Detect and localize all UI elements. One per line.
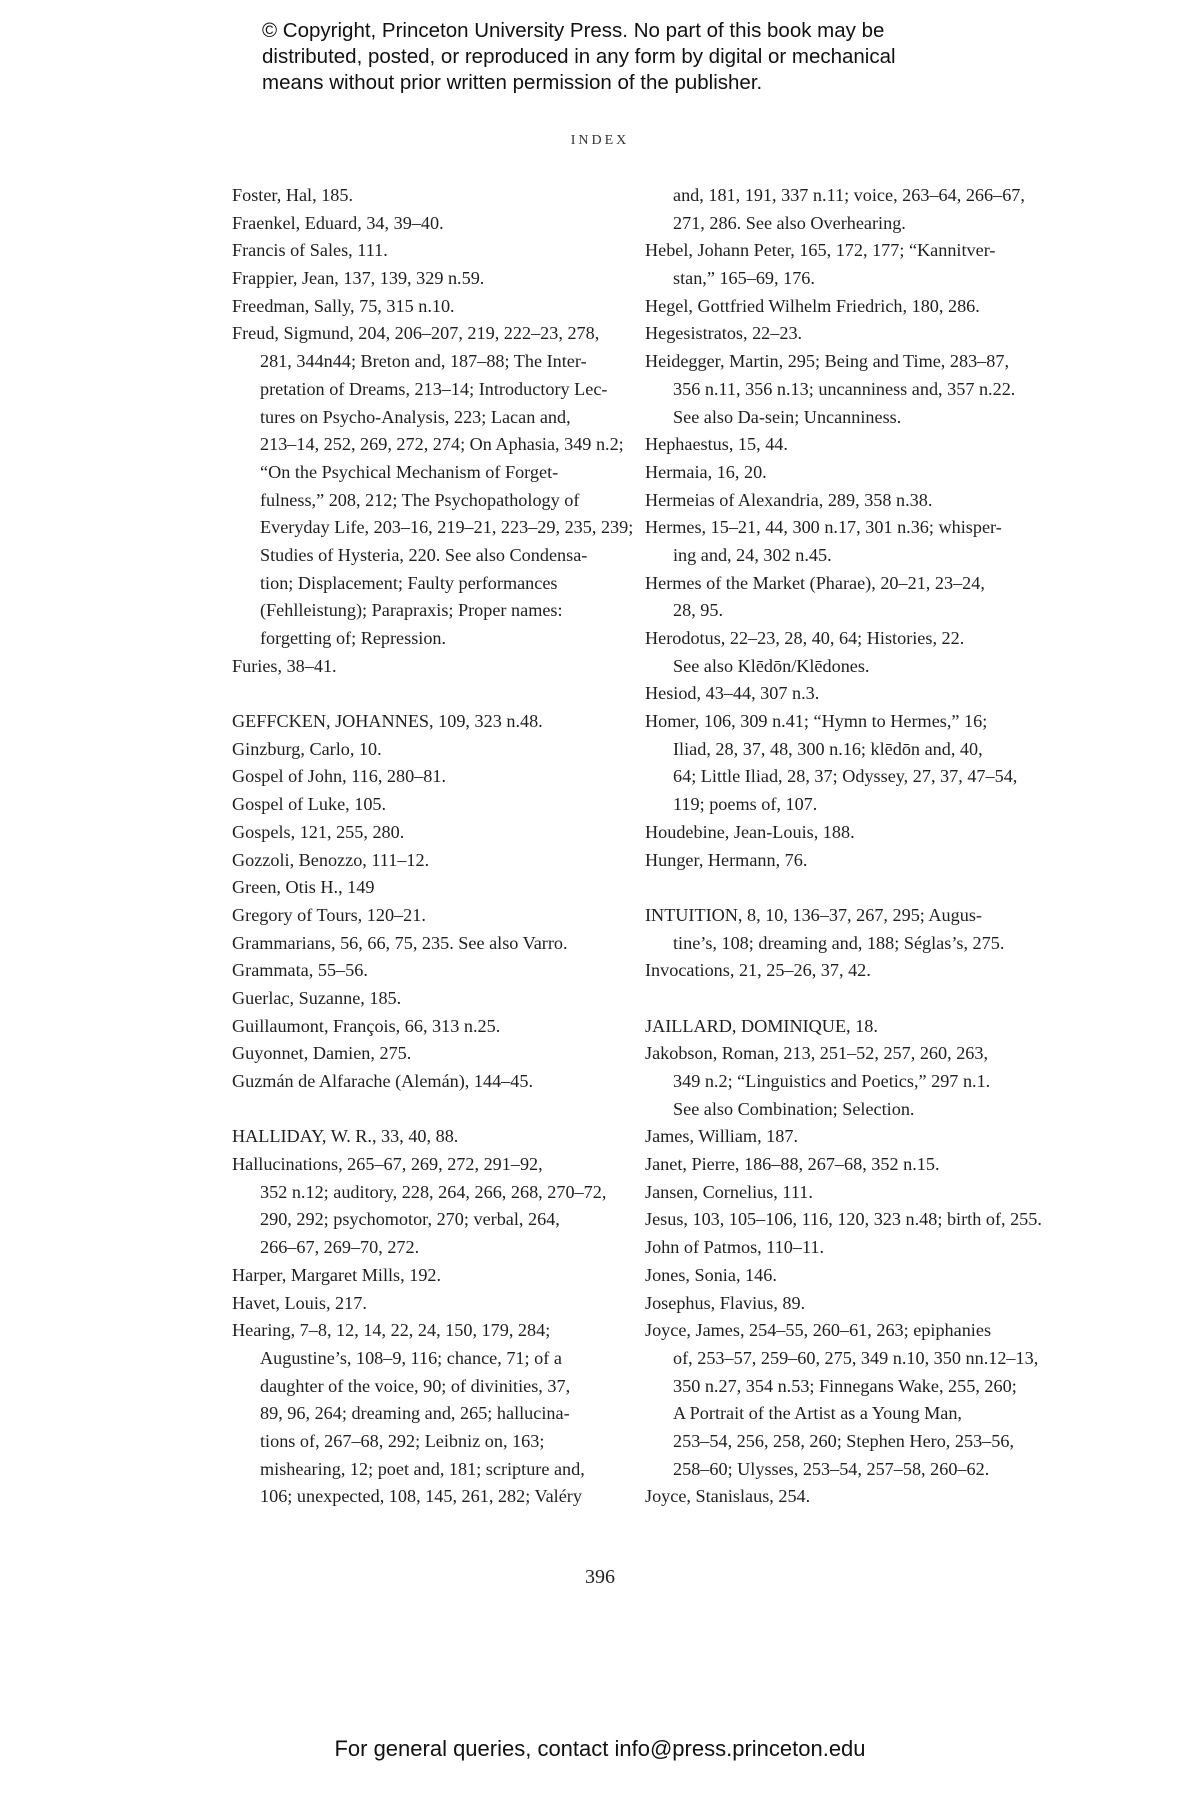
index-column-right	[645, 182, 1040, 1511]
index-entry-line: Hermeias of Alexandria, 289, 358 n.38.	[645, 489, 933, 510]
index-entry-line: 352 n.12; auditory, 228, 264, 266, 268, 270–72,	[260, 1181, 607, 1202]
index-entry	[645, 819, 1040, 847]
index-entry-line: 213–14, 252, 269, 272, 274; On Aphasia, 349 n.2;	[260, 434, 624, 455]
index-entry-line: Guillaumont, François, 66, 313 n.25.	[232, 1015, 501, 1036]
index-entry	[645, 1234, 1040, 1262]
index-entry	[645, 431, 1040, 459]
index-entry-line: (Fehlleistung); Parapraxis; Proper names:	[260, 600, 563, 621]
index-entry-line: Havet, Louis, 217.	[232, 1292, 367, 1313]
index-entry-line: See also Klēdōn/Klēdones.	[673, 655, 870, 676]
index-entry	[645, 1179, 1040, 1207]
index-entry-line: mishearing, 12; poet and, 181; scripture and,	[260, 1458, 585, 1479]
index-entry-line: Homer, 106, 309 n.41; “Hymn to Hermes,” 16;	[645, 711, 988, 732]
index-entry-line: Heidegger, Martin, 295; Being and Time, 283–87,	[645, 351, 1009, 372]
index-entry	[232, 293, 627, 321]
index-entry-line: tures on Psycho-Analysis, 223; Lacan and,	[260, 406, 571, 427]
index-entry	[645, 487, 1040, 515]
index-entry-line: Herodotus, 22–23, 28, 40, 64; Histories, 22.	[645, 628, 965, 648]
index-entry-line: GEFFCKEN, JOHANNES, 109, 323 n.48.	[232, 711, 543, 732]
index-entry-line: Harper, Margaret Mills, 192.	[232, 1264, 442, 1285]
index-entry-line: Freud, Sigmund, 204, 206–207, 219, 222–23, 278,	[232, 323, 600, 344]
index-entry	[232, 902, 627, 930]
index-entry-line: Jansen, Cornelius, 111.	[645, 1181, 813, 1202]
index-entry-line: pretation of Dreams, 213–14; Introductory Lec-	[260, 378, 608, 399]
index-entry	[232, 1290, 627, 1318]
index-entry-line: Frappier, Jean, 137, 139, 329 n.59.	[232, 268, 485, 289]
index-entry-line: See also Da-sein; Uncanniness.	[673, 406, 902, 427]
index-entry-line: Foster, Hal, 185.	[232, 185, 354, 205]
index-entry	[232, 847, 627, 875]
index-entry	[232, 182, 627, 210]
index-entry-line: See also Combination; Selection.	[673, 1098, 915, 1119]
index-entry-line: Fraenkel, Eduard, 34, 39–40.	[232, 212, 444, 233]
index-entry-line: 89, 96, 264; dreaming and, 265; hallucina-	[260, 1403, 570, 1424]
index-entry	[645, 1151, 1040, 1179]
index-entry-line: Gospels, 121, 255, 280.	[232, 821, 405, 842]
index-entry-line: HALLIDAY, W. R., 33, 40, 88.	[232, 1126, 459, 1147]
copyright-line: distributed, posted, or reproduced in any form by digital or mechanical	[262, 45, 896, 68]
index-entry-line: Hermes of the Market (Pharae), 20–21, 23–24,	[645, 572, 985, 593]
index-entry	[645, 1123, 1040, 1151]
index-entry-line: 266–67, 269–70, 272.	[260, 1237, 420, 1258]
letter-group-gap	[645, 985, 1040, 1013]
index-entry-line: tion; Displacement; Faulty performances	[260, 572, 558, 593]
index-entry-line: Hearing, 7–8, 12, 14, 22, 24, 150, 179, 284;	[232, 1320, 551, 1341]
index-entry	[645, 708, 1040, 819]
index-entry	[232, 791, 627, 819]
index-entry-line: Hephaestus, 15, 44.	[645, 434, 788, 455]
index-entry-line: Hermes, 15–21, 44, 300 n.17, 301 n.36; whisper-	[645, 517, 1002, 538]
index-entry-line: Hunger, Hermann, 76.	[645, 849, 808, 870]
index-entry	[645, 847, 1040, 875]
index-entry-line: stan,” 165–69, 176.	[673, 268, 815, 289]
running-head: INDEX	[570, 133, 630, 148]
index-entry-line: of, 253–57, 259–60, 275, 349 n.10, 350 nn.12–13,	[673, 1347, 1039, 1368]
index-entry	[645, 957, 1040, 985]
index-entry	[232, 763, 627, 791]
index-entry	[232, 320, 634, 652]
index-entry	[645, 1206, 1040, 1234]
index-entry	[232, 1013, 627, 1041]
index-entry-line: Jesus, 103, 105–106, 116, 120, 323 n.48; birth of, 255.	[645, 1209, 1042, 1230]
index-entry-line: 28, 95.	[673, 600, 724, 621]
index-entry-line: Hesiod, 43–44, 307 n.3.	[645, 683, 820, 704]
index-entry	[232, 1040, 627, 1068]
index-entry-line: INTUITION, 8, 10, 136–37, 267, 295; Augus-	[645, 904, 982, 925]
index-entry-line: 281, 344n44; Breton and, 187–88; The Inter-	[260, 351, 587, 372]
index-entry-line: ing and, 24, 302 n.45.	[673, 544, 832, 565]
index-entry-line: Gospel of John, 116, 280–81.	[232, 766, 447, 787]
index-column-left	[232, 182, 634, 1511]
index-entry-line: Ginzburg, Carlo, 10.	[232, 738, 382, 759]
index-entry-line: James, William, 187.	[645, 1126, 799, 1147]
index-entry	[645, 320, 1040, 348]
index-entry	[645, 680, 1040, 708]
index-entry	[232, 708, 627, 736]
index-entry-line: Houdebine, Jean-Louis, 188.	[645, 821, 855, 842]
index-entry	[232, 985, 627, 1013]
letter-group-gap	[232, 680, 627, 708]
index-entry	[645, 902, 1040, 957]
index-entry-line: 253–54, 256, 258, 260; Stephen Hero, 253–56,	[673, 1430, 1014, 1451]
index-entry-line: A Portrait of the Artist as a Young Man,	[673, 1403, 962, 1424]
index-entry-line: Augustine’s, 108–9, 116; chance, 71; of a	[260, 1347, 562, 1368]
copyright-notice	[262, 18, 982, 96]
index-entry-line: JAILLARD, DOMINIQUE, 18.	[645, 1015, 878, 1036]
index-entry-line: 64; Little Iliad, 28, 37; Odyssey, 27, 37, 47–54,	[673, 766, 1018, 787]
index-entry-line: Hegel, Gottfried Wilhelm Friedrich, 180, 286.	[645, 295, 980, 316]
index-entry-line: Gospel of Luke, 105.	[232, 794, 387, 815]
index-entry	[232, 1123, 627, 1151]
index-entry	[232, 1151, 627, 1262]
index-entry-line: Jones, Sonia, 146.	[645, 1264, 777, 1285]
index-entry	[232, 874, 627, 902]
index-entry-line: and, 181, 191, 337 n.11; voice, 263–64, 266–67,	[673, 185, 1025, 205]
index-entry-line: Jakobson, Roman, 213, 251–52, 257, 260, 263,	[645, 1043, 989, 1064]
index-entry-line: 350 n.27, 354 n.53; Finnegans Wake, 255, 260;	[673, 1375, 1017, 1396]
index-entry-line: 356 n.11, 356 n.13; uncanniness and, 357 n.22.	[673, 378, 1016, 399]
index-entry-line: Joyce, Stanislaus, 254.	[645, 1486, 811, 1507]
index-entry-line: Freedman, Sally, 75, 315 n.10.	[232, 295, 455, 316]
index-entry-line: tions of, 267–68, 292; Leibniz on, 163;	[260, 1430, 545, 1451]
index-entry	[232, 736, 627, 764]
index-entry-line: Iliad, 28, 37, 48, 300 n.16; klēdōn and, 40,	[673, 738, 983, 759]
index-entry	[232, 819, 627, 847]
index-entry	[232, 957, 627, 985]
index-entry	[645, 1013, 1040, 1041]
index-entry-line: Gregory of Tours, 120–21.	[232, 904, 426, 925]
index-entry	[645, 348, 1040, 431]
letter-group-gap	[232, 1096, 627, 1124]
index-entry-line: Hegesistratos, 22–23.	[645, 323, 803, 344]
index-entry-line: Joyce, James, 254–55, 260–61, 263; epiphanies	[645, 1320, 992, 1341]
footer-contact: For general queries, contact info@press.princeton.edu	[334, 1736, 866, 1761]
index-entry-line: Guerlac, Suzanne, 185.	[232, 987, 402, 1008]
index-entry-line: Gozzoli, Benozzo, 111–12.	[232, 849, 430, 870]
index-entry-line: daughter of the voice, 90; of divinities, 37,	[260, 1375, 571, 1396]
index-entry-line: Grammarians, 56, 66, 75, 235. See also Varro.	[232, 932, 568, 953]
index-entry	[645, 514, 1040, 569]
index-entry-line: Janet, Pierre, 186–88, 267–68, 352 n.15.	[645, 1154, 940, 1175]
index-entry-line: Grammata, 55–56.	[232, 960, 368, 981]
index-entry	[232, 653, 627, 681]
index-entry-line: tine’s, 108; dreaming and, 188; Séglas’s, 275.	[673, 932, 1005, 953]
index-entry	[645, 1262, 1040, 1290]
index-entry-line: Guzmán de Alfarache (Alemán), 144–45.	[232, 1071, 533, 1091]
index-entry-line: forgetting of; Repression.	[260, 628, 447, 648]
index-entry	[645, 570, 1040, 625]
index-entry-line: Furies, 38–41.	[232, 655, 337, 676]
index-entry-line: John of Patmos, 110–11.	[645, 1237, 825, 1258]
index-entry-line: Guyonnet, Damien, 275.	[232, 1043, 412, 1064]
index-entry-line: fulness,” 208, 212; The Psychopathology of	[260, 489, 580, 510]
index-entry	[645, 459, 1040, 487]
index-entry-line: Everyday Life, 203–16, 219–21, 223–29, 235, 239;	[260, 517, 634, 538]
index-entry	[645, 1040, 1040, 1123]
index-entry	[645, 1483, 1040, 1511]
index-entry	[645, 625, 1040, 680]
index-entry-line: Invocations, 21, 25–26, 37, 42.	[645, 960, 871, 981]
index-entry-line: 290, 292; psychomotor, 270; verbal, 264,	[260, 1209, 560, 1230]
index-entry-line: 106; unexpected, 108, 145, 261, 282; Valéry	[260, 1486, 582, 1507]
index-entry-line: “On the Psychical Mechanism of Forget-	[260, 461, 559, 482]
index-entry-line: Josephus, Flavius, 89.	[645, 1292, 806, 1313]
index-entry	[232, 930, 627, 958]
index-entry	[232, 1317, 627, 1511]
index-entry-line: Francis of Sales, 111.	[232, 240, 388, 261]
copyright-line: means without prior written permission of the publisher.	[262, 71, 763, 94]
index-entry-line: 271, 286. See also Overhearing.	[673, 212, 906, 233]
index-entry-continued	[645, 182, 1040, 237]
index-entry	[645, 237, 1040, 292]
index-entry-line: Hermaia, 16, 20.	[645, 461, 767, 482]
index-entry-line: Green, Otis H., 149	[232, 877, 375, 898]
index-entry-line: Studies of Hysteria, 220. See also Condensa-	[260, 544, 588, 565]
index-entry	[232, 1068, 627, 1096]
index-entry-line: Hallucinations, 265–67, 269, 272, 291–92,	[232, 1154, 543, 1175]
index-entry	[645, 293, 1040, 321]
index-entry	[645, 1317, 1040, 1483]
index-entry	[645, 1290, 1040, 1318]
letter-group-gap	[645, 874, 1040, 902]
copyright-line: © Copyright, Princeton University Press. No part of this book may be	[262, 19, 885, 42]
page-number: 396	[585, 1566, 615, 1588]
index-entry-line: 349 n.2; “Linguistics and Poetics,” 297 n.1.	[673, 1071, 991, 1091]
index-entry	[232, 237, 627, 265]
index-entry	[232, 265, 627, 293]
index-entry-line: Hebel, Johann Peter, 165, 172, 177; “Kannitver-	[645, 240, 996, 261]
index-entry	[232, 210, 627, 238]
index-entry-line: 258–60; Ulysses, 253–54, 257–58, 260–62.	[673, 1458, 990, 1479]
index-entry-line: 119; poems of, 107.	[673, 794, 818, 815]
index-entry	[232, 1262, 627, 1290]
